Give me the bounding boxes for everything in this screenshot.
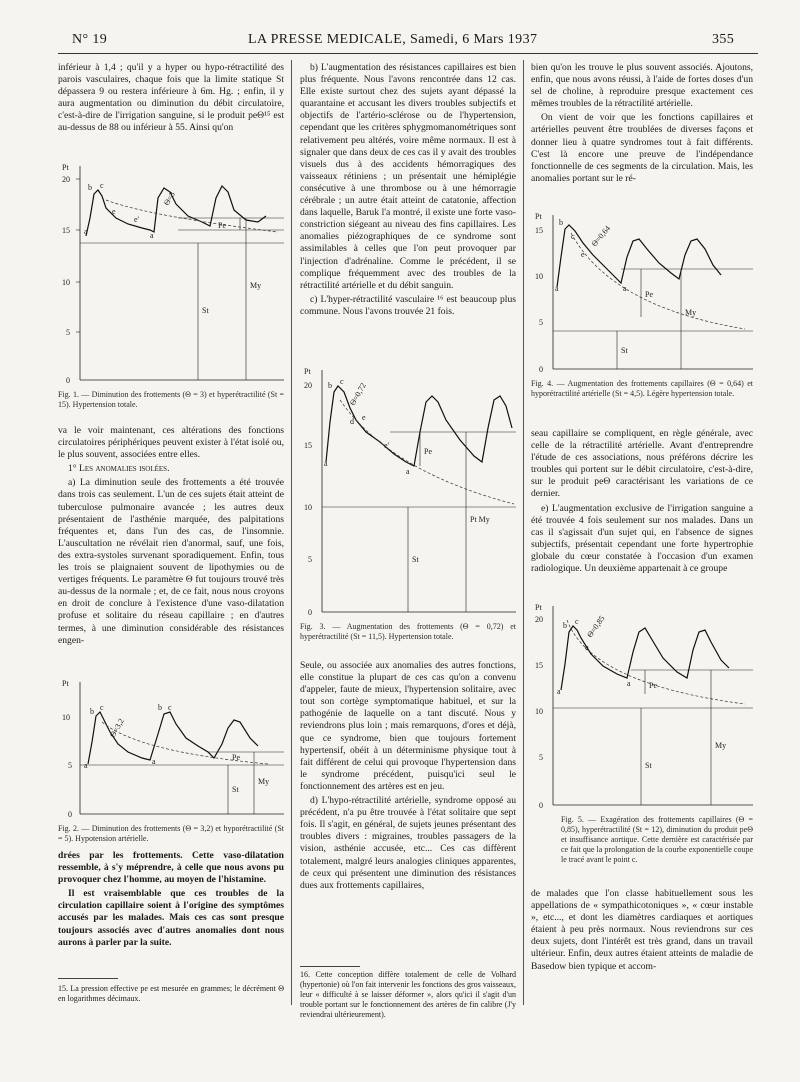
st-label: St [645,761,652,770]
figure-3-graph [300,362,516,620]
y-tick: 0 [308,608,312,617]
figure-2-graph [58,672,284,822]
paragraph: inférieur à 1,4 ; qu'il y a hyper ou hypo-rétractilité des parois vasculaires, chaque fois que la limite statique St dépassera 9 ou restera inférieure à 6m. Hg. ; enfin, il y aura augmentation ou diminution du débit circulatoire, c'est-à-dire de l'irrigation sanguine, si le produit peΘ¹⁵ est au-dessus de 88 ou inférieur à 55. Ainsi qu'on [58,62,284,134]
axis-label-pt: Pt [535,212,542,221]
point-label: d [350,417,354,426]
paragraph: On vient de voir que les fonctions capillaires et artérielles peuvent être troublées de diverses façons et donner lieu à quatre syndromes tout à fait différents. C'est là encore une preuve de l'indépendance fonctionnelle de ces segments de la circulation. Mais, les anomalies portant sur le ré- [531,112,753,184]
figure-4-graph [531,207,753,377]
pe-label: Pe [218,221,226,230]
figure-4-caption: Fig. 4. — Augmentation des frottements capillaires (Θ = 0,64) et hyporétractilité artérielle (St = 4,5). Légère hypertension totale. [531,379,753,398]
figure-1-graph [58,158,284,388]
point-label: a [152,757,156,766]
theta-label: Θ=0,64 [589,223,613,249]
figure-1 [58,158,284,410]
paragraph: e) L'augmentation exclusive de l'irrigation sanguine a été trouvée 4 fois seulement sur nos malades. Dans un cas il s'agissait d'un sujet qui, en l'absence de signes subjectifs, présentait cependant une forte hypertrophie globale du cœur constatée à l'occasion d'un examen radiologique. Un deuxième appartenait à ce groupe [531,502,753,575]
journal-title: LA PRESSE MEDICALE, Samedi, 6 Mars 1937 [248,32,538,47]
point-label: a [555,284,559,293]
y-tick: 5 [66,328,70,337]
point-label: e [585,643,589,652]
point-label: a [84,761,88,770]
my-label: My [258,777,270,786]
y-tick: 10 [62,278,70,287]
point-label: a [150,231,154,240]
y-tick: 0 [539,801,543,810]
y-tick: 5 [539,753,543,762]
figure-1-caption: Fig. 1. — Diminution des frottements (Θ = 3) et hyperétractilité (St = 15). Hypertension totale. [58,390,284,409]
y-tick: 0 [66,376,70,385]
my-label: My [250,281,262,290]
point-label: a [623,284,627,293]
figure-5-caption: Fig. 5. — Exagération des frottements capillaires (Θ = 0,85), hyperétractilité (St = 12), diminution du produit peΘ et insuffisance aortique. Cette dernière est caractérisée par ce fait que la prolongation de la courbe exponentielle coupe le tracé avant le point c. [561,815,753,864]
column-3-bottom [531,888,753,975]
point-label: a [84,227,88,236]
y-tick: 0 [68,810,72,819]
point-label: b [563,621,567,630]
paragraph: b) L'augmentation des résistances capillaires est bien plus fréquente. Nous l'avons rencontrée dans 12 cas. Elle existe surtout chez des sujets ayant dépassé la quarantaine et accusant les divers troubles subjectifs et objectifs de l'artério-sclérose ou de l'hypertension, cependant que les critères sphygmomanométriques sont relativement peu altérés, voire même normaux. Il est à signaler que dans deux de ces cas il y avait des troubles visuels dus à des accidents hémorragiques des vaisseaux rétiniens ; un présentait une hémiplégie consécutive à une thrombose ou à une hémorragie cérébrale ; un autre était atteint de catatonie, affection dans laquelle, Baruk l'a montré, il existe une forte vaso-constriction siégeant au niveau des fins capillaires. Les anomalies piézographiques de ce syndrome sont assimilables à celles que l'on peut provoquer par l'injection d'adrénaline. Comme le précédent, il se complique fréquemment avec des troubles de la rétractilité artérielle et du débit sanguin. [300,62,516,291]
point-label: a [406,467,410,476]
theta-label: Θ=0,85 [585,614,607,640]
column-2-bottom [300,660,516,894]
figure-4 [531,207,753,399]
y-tick: 20 [535,615,543,624]
point-label: b [90,707,94,716]
section-heading: 1° Les anomalies isolées. [68,463,170,475]
header-rule [58,53,758,54]
point-label: a [557,687,561,696]
paragraph: c) L'hyper-rétractilité vasculaire ¹⁶ est beaucoup plus commune. Nous l'avons trouvée 21 fois. [300,293,516,317]
point-label: e [112,207,116,216]
y-tick: 10 [535,707,543,716]
paragraph: va le voir maintenant, ces altérations des fonctions circulatoires périphériques peuvent exister à l'état isolé ou, le plus souvent, associées entre elles. [58,425,284,461]
paragraph: d) L'hypo-rétractilité artérielle, syndrome opposé au précédent, n'a pu être trouvée à l'état solitaire que sept fois. Il s'agit, en général, de sujets jeunes présentant des troubles divers : migraines, troubles passagers de la vision, asthénie accusée, etc... Ces cas diffèrent totalement, malgré leurs analogies cliniques apparentes, de ceux qui présentent une diminution des résistances dues aux frottements capillaires, [300,795,516,891]
figure-2-caption: Fig. 2. — Diminution des frottements (Θ = 3,2) et hyporétractilité (St = 5). Hypotension artérielle. [58,824,284,843]
st-label: St [202,306,209,315]
point-label: e' [134,215,139,224]
point-label: c [571,232,575,241]
axis-label-pt: Pt [535,603,542,612]
column-2-top [300,62,516,320]
y-tick: 5 [539,318,543,327]
paragraph: a) La diminution seule des frottements a été trouvée dans trois cas seulement. L'un de ces sujets était atteint de tuberculose pulmonaire avancée ; les autres deux présentaient de l'asthénie marquée, des palpitations fréquentes et, dans l'un des cas, de l'insomnie. L'auscultation ne révélait rien d'anormal, sauf, une fois, des extra-systoles survenant sporadiquement. Enfin, tous les trois se plaignaient souvent de lipothymies ou de vertiges fréquents. Le paramètre Θ fut toujours trouvé très au-dessus de la normale ; et, de ce fait, nous nous croyons en droit de conclure à l'existence d'une vaso-dilatation profuse et solitaire du réseau capillaire ; en d'autres termes, à une diminution considérable des résistances engen- [58,477,284,646]
pe-label: Pe [424,447,432,456]
my-label: My [685,308,697,317]
axis-label-pt: Pt [62,679,69,688]
paragraph: Il est vraisemblable que ces troubles de la circulation capillaire soient à l'origine des symptômes accusés par les malades. Mais ces cas sont presque toujours associés avec d'autres anomalies dont nous aurons à parler par la suite. [58,888,284,948]
y-tick: 10 [62,713,70,722]
figure-3 [300,362,516,642]
y-tick: 5 [308,555,312,564]
point-label: c [340,377,344,386]
footnote-15: 15. La pression effective pe est mesurée en grammes; le décrément Θ en logarithmes décimaux. [58,984,284,1003]
y-tick: 10 [535,272,543,281]
st-label: St [232,785,239,794]
paragraph: bien qu'on les trouve le plus souvent associés. Ajoutons, enfin, que nous avons réussi, à l'aide de fortes doses d'un sel de choline, à reproduire presque exactement ces mêmes troubles de la rétractilité artérielle. [531,62,753,110]
column-3-top [531,62,753,187]
paragraph: drées par les frottements. Cette vaso-dilatation ressemble, à s'y méprendre, à celle que nous avons pu provoquer chez l'homme, au moyen de l'histamine. [58,850,284,886]
column-rule-1 [291,60,292,1005]
point-label: e [362,413,366,422]
column-rule-2 [523,60,524,1005]
pe-label: Pe [645,290,653,299]
page-number: 355 [712,32,735,47]
footnote-rule [300,966,360,967]
pe-label: Pe [649,681,657,690]
footnote-16: 16. Cette conception diffère totalement de celle de Volhard (hypertonie) où l'on fait intervenir les fonctions des gros vaisseaux, leur « difficulté à se laisser déformer », alors qu'ici il s'agit d'un trouble portant sur le fonctionnement des artères de fin calibre (J'y reviendrai ultérieurement). [300,970,516,1019]
y-tick: 20 [62,175,70,184]
y-tick: 15 [535,226,543,235]
column-1-bottom [58,850,284,951]
st-label: St [412,555,419,564]
point-label: c [168,703,172,712]
figure-5-graph [531,598,753,813]
y-tick: 10 [304,503,312,512]
y-tick: 15 [62,226,70,235]
point-label: c [100,181,104,190]
figure-5 [531,598,753,865]
my-label: My [715,741,727,750]
my-label: Pt My [470,515,490,524]
issue-number: N° 19 [72,32,108,47]
point-label: c [575,617,579,626]
column-1-top [58,62,284,137]
y-tick: 15 [535,661,543,670]
column-3-middle [531,428,753,577]
figure-2 [58,672,284,844]
point-label: c [100,703,104,712]
theta-label: Θ=0,72 [347,381,368,407]
point-label: e [581,250,585,259]
point-label: b [158,703,162,712]
point-label: e' [384,441,389,450]
paragraph: de malades que l'on classe habituellement sous les appellations de « sympathicotoniques », « cœur instable », etc..., et dont les diamètres cardiaques et aortiques étaient à peu près normaux. Nous reviendrons sur ces deux sujets, dont l'intérêt est très grand, dans un travail ultérieur. Enfin, deux autres étaient atteints de maladie de Basedow bien typique et accom- [531,888,753,972]
pe-label: Pe [232,753,240,762]
footnote-rule [58,978,118,979]
y-tick: 5 [68,761,72,770]
axis-label-pt: Pt [304,367,311,376]
axis-label-pt: Pt [62,163,69,172]
point-label: b [328,381,332,390]
point-label: b [88,183,92,192]
point-label: a [627,679,631,688]
y-tick: 20 [304,381,312,390]
column-1-middle [58,425,284,649]
theta-label: Θ=3,2 [107,716,126,739]
theta-label: Θ=3 [161,190,177,207]
paragraph: Seule, ou associée aux anomalies des autres fonctions, elle constitue la plupart de ces cas qu'on a convenu d'appeler, faute de mieux, l'hypertension solitaire, avec tout son cortège symptomatique habituel, et sur la pathogénie de laquelle on a tant discuté. Nous y reviendrons plus loin ; mais remarquons, d'ores et déjà, que ce syndrome, bien que toujours fortement hypertensif, obéit à un déterminisme physique tout à fait différent de celui qui provoque l'hypertension dans le syndrome précédent, puisqu'ici seul le fonctionnement des artères est en jeu. [300,660,516,792]
point-label: b [559,218,563,227]
paragraph: seau capillaire se compliquent, en règle générale, avec celle de la rétractilité artérielle. Avant d'entreprendre l'étude de ces associations, nous préférons décrire les troubles qui portent sur le débit circulatoire, c'est-à-dire, sur le produit peΘ caractérisant les variations de ce dernier. [531,428,753,500]
figure-3-caption: Fig. 3. — Augmentation des frottements (Θ = 0,72) et hyperétractilité (St = 11,5). Hypertension totale. [300,622,516,641]
point-label: a [324,459,328,468]
y-tick: 15 [304,441,312,450]
y-tick: 0 [539,365,543,374]
st-label: St [621,346,628,355]
